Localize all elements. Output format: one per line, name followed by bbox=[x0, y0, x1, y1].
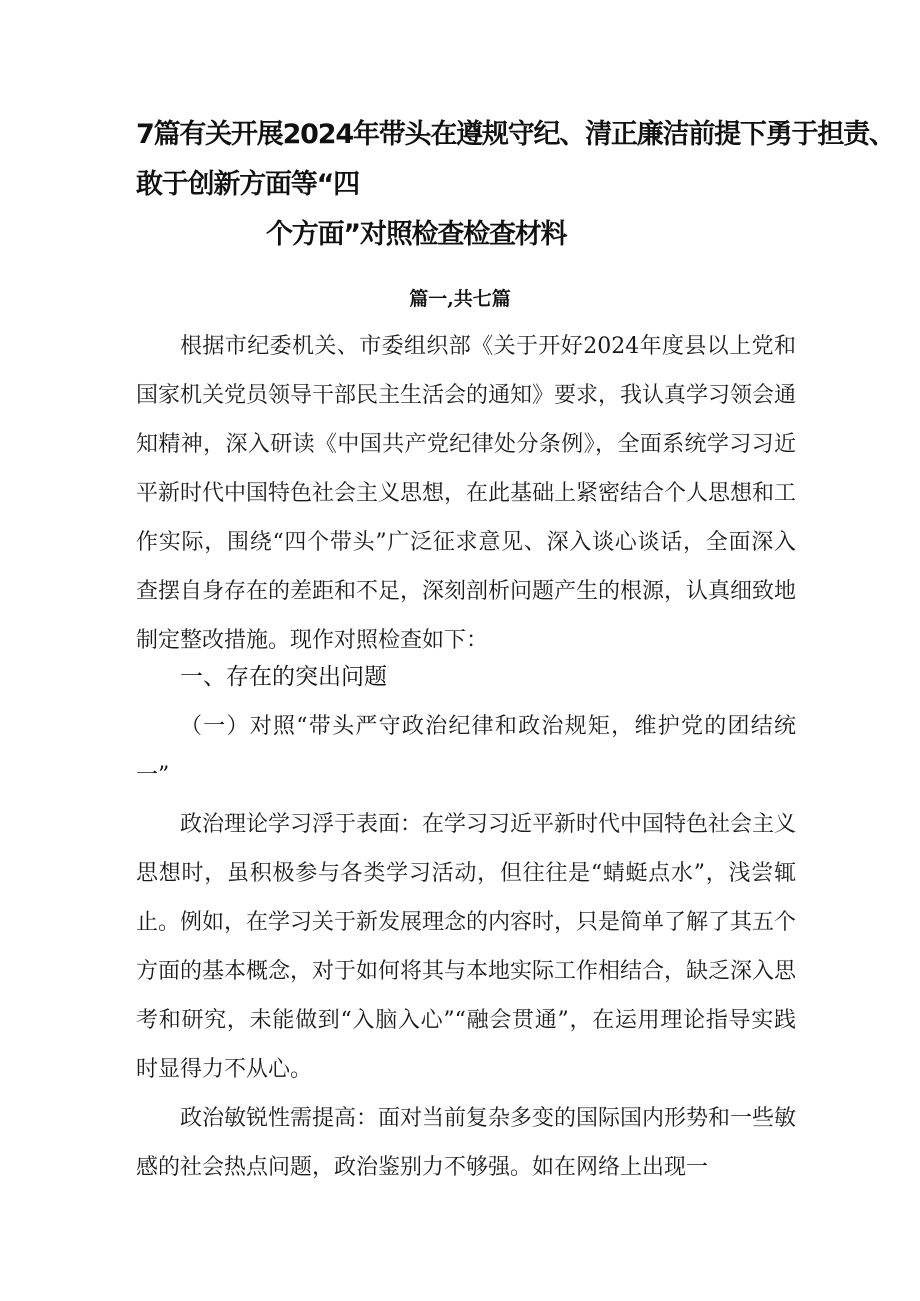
intro-paragraph: 根据市纪委机关、市委组织部《关于开好2024年度县以上党和国家机关党员领导干部民主生活会的通知》要求，我认真学习领会通知精神，深入研读《中国共产党纪律处分条例》，全面系统学习习近平新时代中国特色社会主义思想，在此基础上紧密结合个人思想和工作实际，围绕“四个带头”广泛征求意见、深入谈心谈话，全面深入查摆自身存在的差距和不足，深刻剖析问题产生的根源，认真细致地制定整改措施。现作对照检查如下： bbox=[136, 334, 797, 653]
point-paragraph-1: 政治理论学习浮于表面：在学习习近平新时代中国特色社会主义思想时，虽积极参与各类学习活动，但往往是“蜻蜓点水”，浅尝辄止。例如，在学习关于新发展理念的内容时，只是简单了解了其五个方面的基本概念，对于如何将其与本地实际工作相结合，缺乏深入思考和研究，未能做到“入脑入心”“融会贯通”，在运用理论指导实践时显得力不从心。 bbox=[136, 812, 797, 1082]
document-title-line-3: 个方面”对照检查检查材料 bbox=[266, 219, 567, 250]
document-title-line-2: 敢于创新方面等“四 bbox=[136, 169, 359, 200]
document-subtitle: 篇一,共七篇 bbox=[409, 288, 511, 310]
sub-heading-paragraph: （一）对照“带头严守政治纪律和政治规矩，维护党的团结统一” bbox=[136, 714, 796, 788]
section-heading: 一、存在的突出问题 bbox=[180, 664, 387, 690]
point-paragraph-2: 政治敏锐性需提高：面对当前复杂多变的国际国内形势和一些敏感的社会热点问题，政治鉴别力不够强。如在网络上出现一 bbox=[136, 1106, 797, 1180]
document-title-line-1: 7篇有关开展2024年带头在遵规守纪、清正廉洁前提下勇于担责、 bbox=[136, 119, 895, 150]
